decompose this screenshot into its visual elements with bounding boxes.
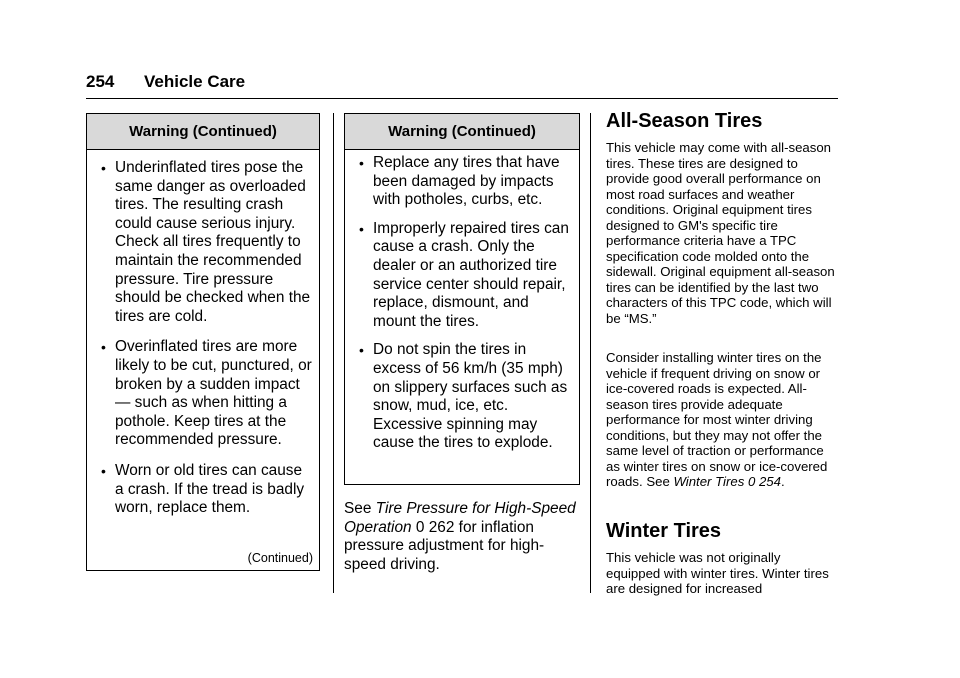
bullet-icon: • <box>359 220 364 237</box>
warning-bullets <box>101 159 313 518</box>
list-item: • Improperly repaired tires can cause a crash. Only the dealer or an authorized tire service center should repair, replace, dismount, and mount the tires. <box>359 219 569 330</box>
bullet-icon: • <box>359 155 364 171</box>
header-rule <box>86 98 838 99</box>
warning-title: Warning (Continued) <box>87 114 319 150</box>
page-header <box>86 70 838 98</box>
list-item: • Overinflated tires are more likely to be cut, punctured, or broken by a sudden impact — such as when hitting a pothole. Keep tires at the recommended pressure. <box>101 338 312 449</box>
bullet-icon: • <box>101 160 106 176</box>
section-title: Vehicle Care <box>144 72 246 91</box>
list-item: • Underinflated tires pose the same danger as overloaded tires. The resulting crash could cause serious injury. Check all tires frequently to maintain the recommended pressure. Tire pressure should be checked when the tires are cold. <box>101 159 311 325</box>
cross-reference-link[interactable]: Tire Pressure for High-Speed Operation <box>344 500 576 536</box>
see-reference-paragraph: See Tire Pressure for High-Speed Operation 0 262 for inflation pressure adjustment for high-speed driving. <box>344 500 576 573</box>
warning-box-middle <box>344 113 580 485</box>
page-reference: 0 262 <box>415 518 455 536</box>
warning-bullets <box>359 154 573 453</box>
column-divider-1 <box>333 113 334 593</box>
warning-title: Warning (Continued) <box>345 114 579 150</box>
page-number: 254 <box>86 72 115 91</box>
cross-reference-link[interactable]: Winter Tires <box>673 474 745 489</box>
warning-box-left <box>86 113 320 571</box>
bullet-icon: • <box>101 339 106 356</box>
winter-consider-paragraph: Consider installing winter tires on the vehicle if frequent driving on snow or ice-covered roads is expected. All-season tires provide adequate performance for most winter driving conditions, but they may not offer the same level of traction or performance as winter tires on snow or ice-covered roads. See Winter Tires 0 254. <box>606 350 828 489</box>
heading-all-season-tires: All-Season Tires <box>606 110 763 132</box>
list-item: • Do not spin the tires in excess of 56 km/h (35 mph) on slippery surfaces such as snow, mud, ice, etc. Excessive spinning may cause the tires to explode. <box>359 341 568 452</box>
bullet-icon: • <box>101 462 106 479</box>
list-item: • Replace any tires that have been damaged by impacts with potholes, curbs, etc. <box>359 154 560 209</box>
continued-label: (Continued) <box>247 551 313 565</box>
winter-tires-paragraph: This vehicle was not originally equipped with winter tires. Winter tires are designed for increased <box>606 550 829 596</box>
list-item: • Worn or old tires can cause a crash. If the tread is badly worn, replace them. <box>101 461 305 517</box>
all-season-paragraph: This vehicle may come with all-season tires. These tires are designed to provide good overall performance on most road surfaces and weather conditions. Original equipment tires designed to GM's specific tire performance criteria have a TPC specification code molded onto the sidewall. Original equipment all-season tires can be identified by the last two characters of this TPC code, which will be “MS.” <box>606 140 835 326</box>
column-divider-2 <box>590 113 591 593</box>
bullet-icon: • <box>359 342 364 359</box>
heading-winter-tires: Winter Tires <box>606 520 722 542</box>
page-reference: 0 254 <box>747 474 781 489</box>
